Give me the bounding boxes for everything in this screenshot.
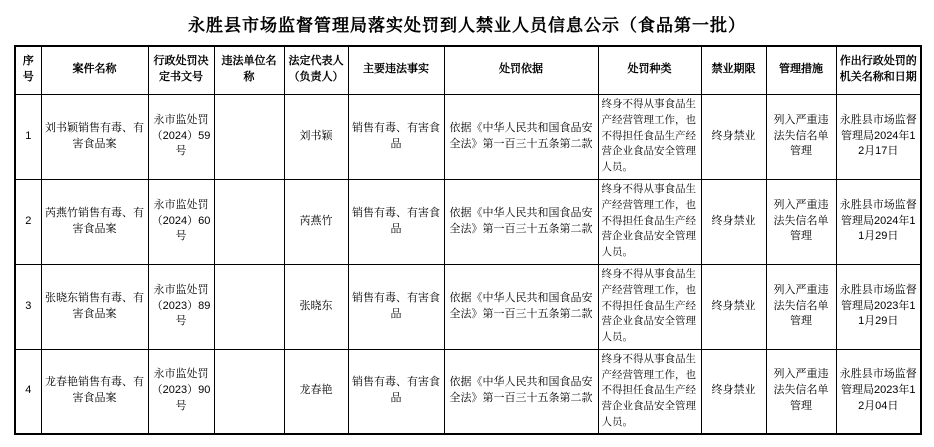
page-title: 永胜县市场监督管理局落实处罚到人禁业人员信息公示（食品第一批） — [188, 16, 746, 35]
column-header-management-measures: 管理措施 — [766, 46, 836, 94]
column-header-index: 序号 — [15, 46, 41, 94]
cell-index: 2 — [15, 179, 41, 264]
penalty-disclosure-table — [14, 45, 922, 435]
cell-case-name: 张晓东销售有毒、有害食品案 — [41, 264, 148, 349]
cell-legal-representative: 龙春艳 — [284, 349, 348, 434]
cell-unit-name — [214, 264, 284, 349]
cell-management-measures: 列入严重违法失信名单管理 — [766, 94, 836, 179]
header-row — [15, 46, 921, 94]
cell-authority-date: 永胜县市场监督管理局2024年11月29日 — [836, 179, 921, 264]
cell-authority-date: 永胜县市场监督管理局2023年12月04日 — [836, 349, 921, 434]
cell-management-measures: 列入严重违法失信名单管理 — [766, 179, 836, 264]
cell-violation-facts: 销售有毒、有害食品 — [348, 94, 444, 179]
cell-decision-number: 永市监处罚（2023）89号 — [148, 264, 214, 349]
cell-punishment-basis: 依据《中华人民共和国食品安全法》第一百三十五条第二款 — [444, 94, 598, 179]
cell-ban-period: 终身禁业 — [701, 94, 766, 179]
column-header-punishment-basis: 处罚依据 — [444, 46, 598, 94]
column-header-decision-number: 行政处罚决定书文号 — [148, 46, 214, 94]
cell-authority-date: 永胜县市场监督管理局2023年11月29日 — [836, 264, 921, 349]
table-row — [15, 94, 921, 179]
cell-punishment-type: 终身不得从事食品生产经营管理工作，也不得担任食品生产经营企业食品安全管理人员。 — [598, 349, 701, 434]
cell-decision-number: 永市监处罚（2024）60号 — [148, 179, 214, 264]
cell-decision-number: 永市监处罚（2023）90号 — [148, 349, 214, 434]
cell-violation-facts: 销售有毒、有害食品 — [348, 179, 444, 264]
cell-index: 3 — [15, 264, 41, 349]
cell-case-name: 芮燕竹销售有毒、有害食品案 — [41, 179, 148, 264]
cell-legal-representative: 芮燕竹 — [284, 179, 348, 264]
table-row — [15, 349, 921, 434]
column-header-punishment-type: 处罚种类 — [598, 46, 701, 94]
cell-violation-facts: 销售有毒、有害食品 — [348, 349, 444, 434]
cell-management-measures: 列入严重违法失信名单管理 — [766, 264, 836, 349]
cell-punishment-type: 终身不得从事食品生产经营管理工作，也不得担任食品生产经营企业食品安全管理人员。 — [598, 94, 701, 179]
table-row — [15, 179, 921, 264]
cell-punishment-basis: 依据《中华人民共和国食品安全法》第一百三十五条第二款 — [444, 349, 598, 434]
table-row — [15, 264, 921, 349]
cell-index: 1 — [15, 94, 41, 179]
column-header-ban-period: 禁业期限 — [701, 46, 766, 94]
cell-punishment-type: 终身不得从事食品生产经营管理工作，也不得担任食品生产经营企业食品安全管理人员。 — [598, 179, 701, 264]
cell-unit-name — [214, 94, 284, 179]
column-header-legal-representative: 法定代表人（负责人） — [284, 46, 348, 94]
cell-ban-period: 终身禁业 — [701, 264, 766, 349]
cell-unit-name — [214, 349, 284, 434]
cell-case-name: 龙春艳销售有毒、有害食品案 — [41, 349, 148, 434]
column-header-authority-date: 作出行政处罚的机关名称和日期 — [836, 46, 921, 94]
cell-ban-period: 终身禁业 — [701, 349, 766, 434]
cell-legal-representative: 张晓东 — [284, 264, 348, 349]
cell-decision-number: 永市监处罚（2024）59号 — [148, 94, 214, 179]
column-header-violation-facts: 主要违法事实 — [348, 46, 444, 94]
cell-legal-representative: 刘书颖 — [284, 94, 348, 179]
cell-violation-facts: 销售有毒、有害食品 — [348, 264, 444, 349]
cell-unit-name — [214, 179, 284, 264]
cell-authority-date: 永胜县市场监督管理局2024年12月17日 — [836, 94, 921, 179]
cell-ban-period: 终身禁业 — [701, 179, 766, 264]
cell-management-measures: 列入严重违法失信名单管理 — [766, 349, 836, 434]
cell-punishment-basis: 依据《中华人民共和国食品安全法》第一百三十五条第二款 — [444, 179, 598, 264]
cell-punishment-type: 终身不得从事食品生产经营管理工作，也不得担任食品生产经营企业食品安全管理人员。 — [598, 264, 701, 349]
cell-punishment-basis: 依据《中华人民共和国食品安全法》第一百三十五条第二款 — [444, 264, 598, 349]
column-header-unit-name: 违法单位名称 — [214, 46, 284, 94]
cell-case-name: 刘书颖销售有毒、有害食品案 — [41, 94, 148, 179]
column-header-case-name: 案件名称 — [41, 46, 148, 94]
cell-index: 4 — [15, 349, 41, 434]
